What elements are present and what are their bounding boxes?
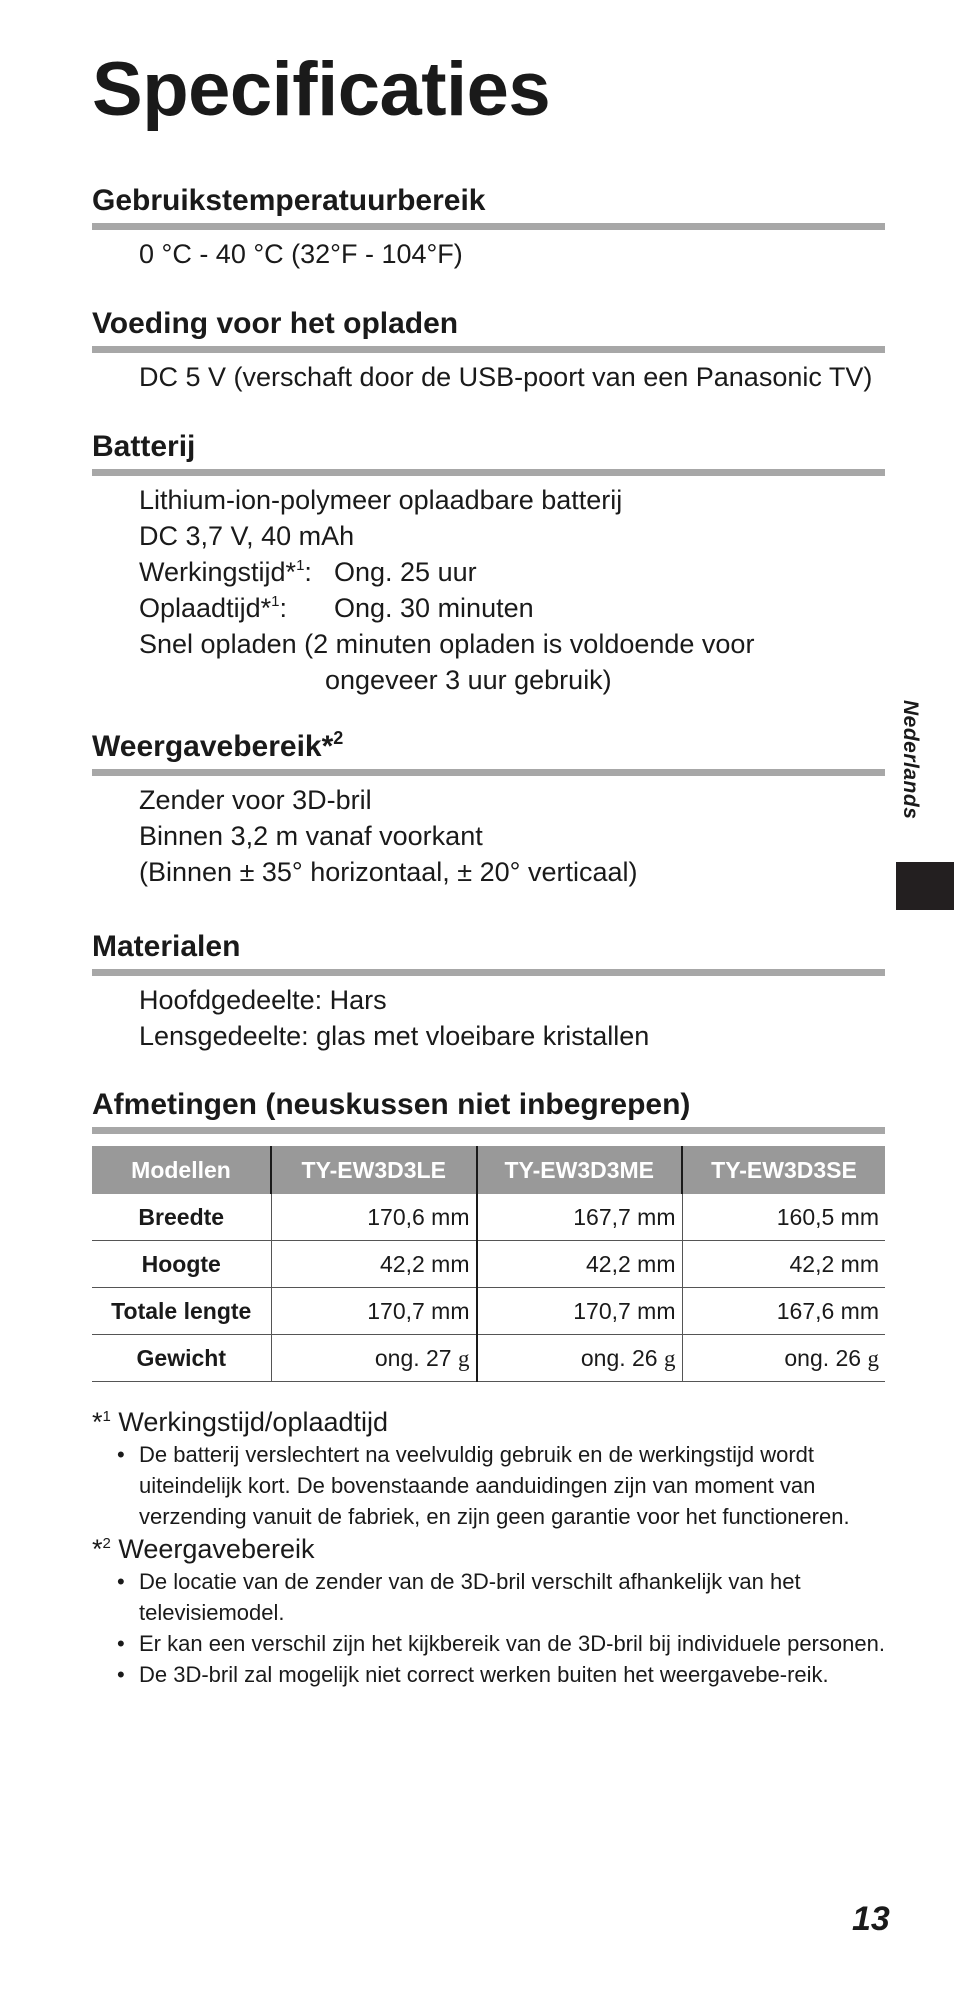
footnote-number: 1 (102, 1408, 111, 1425)
footnotes (92, 1405, 892, 1690)
footnote-number: 2 (102, 1535, 111, 1552)
list-item: • Er kan een verschil zijn het kijkbereik van de 3D-bril bij individuele personen. (117, 1628, 892, 1659)
charging-colon: : (279, 593, 287, 623)
footnote-2-list (92, 1566, 892, 1690)
weight-unit: g (664, 1345, 676, 1371)
table-cell: 42,2 mm (477, 1241, 683, 1288)
row-label: Gewicht (92, 1335, 271, 1382)
page-number: 13 (852, 1900, 890, 1938)
table-header: TY-EW3D3ME (477, 1146, 683, 1194)
table-header: Modellen (92, 1146, 271, 1194)
weight-prefix: ong. (374, 1344, 420, 1371)
section-dimensions (92, 1087, 885, 1134)
charging-value: Ong. 30 minuten (334, 593, 534, 623)
footnote-mark: * (92, 1534, 103, 1564)
footnote-title: Weergavebereik (118, 1534, 315, 1564)
table-cell (682, 1335, 885, 1382)
battery-fast-charge: Snel opladen (2 minuten opladen is voldoende voor (139, 629, 755, 659)
table-cell: 42,2 mm (271, 1241, 477, 1288)
battery-voltage: DC 3,7 V, 40 mAh (139, 521, 355, 551)
range-line: Zender voor 3D-bril (139, 785, 372, 815)
operating-colon: : (304, 557, 312, 587)
footnote-1-heading (92, 1405, 892, 1439)
list-item: • De locatie van de zender van de 3D-bril verschilt afhankelijk van het televisiemodel. (117, 1566, 892, 1628)
operating-label: Werkingstijd* (139, 557, 297, 587)
section-heading (92, 729, 885, 776)
battery-operating-time (139, 554, 885, 590)
table-cell: 42,2 mm (682, 1241, 885, 1288)
footnote-2-heading (92, 1532, 892, 1566)
battery-charging-time (139, 590, 885, 626)
battery-type: Lithium-ion-polymeer oplaadbare batterij (139, 485, 623, 515)
table-row (92, 1288, 885, 1335)
footnote-1-list (92, 1439, 892, 1532)
table-cell (271, 1335, 477, 1382)
battery-fast-charge-cont: ongeveer 3 uur gebruik) (325, 665, 612, 695)
weight-prefix: ong. (784, 1344, 830, 1371)
table-header: TY-EW3D3LE (271, 1146, 477, 1194)
list-item: • De batterij verslechtert na veelvuldig gebruik en de werkingstijd wordt uiteindelijk kort. De bovenstaande aanduidingen zijn van moment van verzending vanuit de fabriek, en zijn geen garantie voor het functioneren. (117, 1439, 892, 1532)
section-power (92, 306, 885, 395)
table-cell: 160,5 mm (682, 1194, 885, 1241)
weight-unit: g (867, 1345, 879, 1371)
range-line: Binnen 3,2 m vanaf voorkant (139, 821, 483, 851)
section-temperature (92, 183, 885, 272)
row-label: Hoogte (92, 1241, 271, 1288)
weight-value: 26 (632, 1344, 658, 1371)
table-row (92, 1335, 885, 1382)
table-row (92, 1241, 885, 1288)
section-heading: Voeding voor het opladen (92, 306, 885, 353)
table-cell (477, 1335, 683, 1382)
charging-label: Oplaadtijd* (139, 593, 272, 623)
weight-value: 27 (426, 1344, 452, 1371)
section-range (92, 729, 885, 890)
section-heading: Gebruikstemperatuurbereik (92, 183, 885, 230)
range-line: (Binnen ± 35° horizontaal, ± 20° verticaal) (139, 857, 638, 887)
section-heading: Afmetingen (neuskussen niet inbegrepen) (92, 1087, 885, 1134)
language-side-label: Nederlands (899, 700, 922, 820)
power-spec: DC 5 V (verschaft door de USB-poort van een Panasonic TV) (139, 362, 873, 392)
table-header: TY-EW3D3SE (682, 1146, 885, 1194)
row-label: Breedte (92, 1194, 271, 1241)
section-heading: Batterij (92, 429, 885, 476)
material-line: Lensgedeelte: glas met vloeibare kristallen (139, 1021, 650, 1051)
footnote-mark: * (92, 1407, 103, 1437)
temperature-range: 0 °C - 40 °C (32°F - 104°F) (139, 239, 463, 269)
table-cell: 167,7 mm (477, 1194, 683, 1241)
language-tab-marker (896, 862, 954, 910)
table-cell: 167,6 mm (682, 1288, 885, 1335)
row-label: Totale lengte (92, 1288, 271, 1335)
weight-value: 26 (835, 1344, 862, 1371)
footnote-marker: 1 (296, 557, 305, 574)
section-heading: Materialen (92, 929, 885, 976)
page-title: Specificaties (92, 47, 551, 132)
footnote-marker: 1 (271, 593, 280, 610)
table-cell: 170,6 mm (271, 1194, 477, 1241)
section-materials (92, 929, 885, 1054)
dimensions-table (92, 1146, 885, 1382)
table-header-row (92, 1146, 885, 1194)
list-item: • De 3D-bril zal mogelijk niet correct werken buiten het weergavebe-reik. (117, 1659, 892, 1690)
material-line: Hoofdgedeelte: Hars (139, 985, 387, 1015)
weight-prefix: ong. (580, 1344, 626, 1371)
section-battery (92, 429, 885, 698)
operating-value: Ong. 25 uur (334, 557, 477, 587)
footnote-title: Werkingstijd/oplaadtijd (118, 1407, 389, 1437)
weight-unit: g (458, 1345, 470, 1371)
range-heading-text: Weergavebereik* (92, 730, 334, 763)
table-cell: 170,7 mm (477, 1288, 683, 1335)
table-row (92, 1194, 885, 1241)
table-cell: 170,7 mm (271, 1288, 477, 1335)
footnote-marker: 2 (333, 728, 344, 748)
